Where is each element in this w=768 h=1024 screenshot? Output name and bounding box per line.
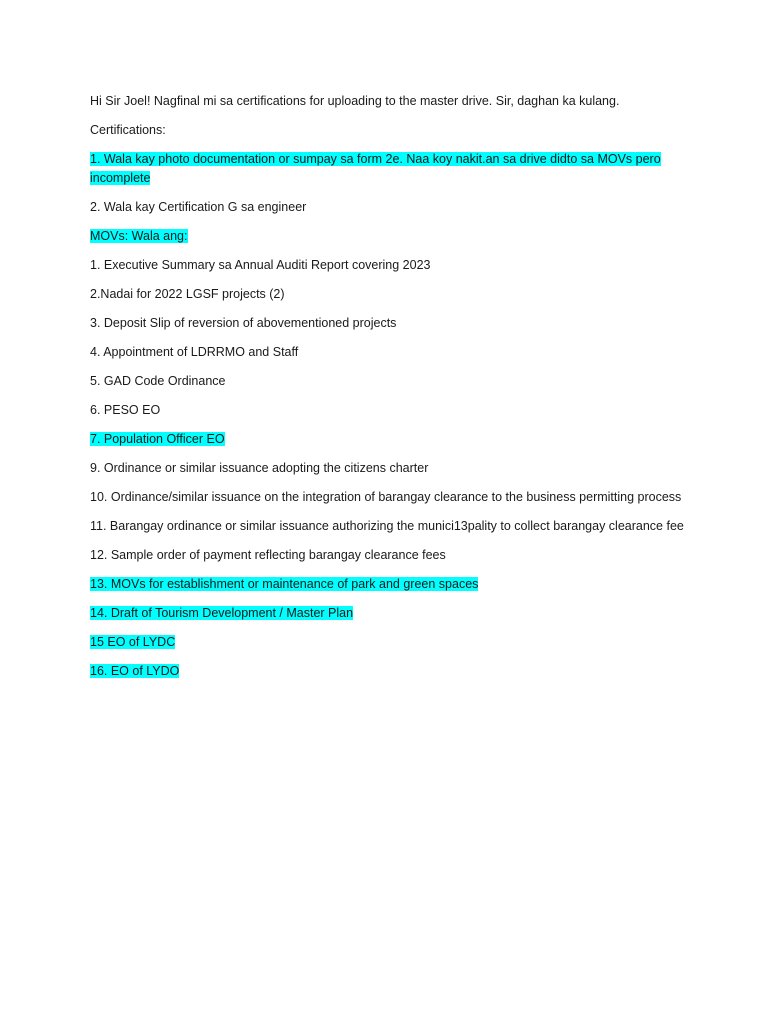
highlighted-text: MOVs: Wala ang: — [90, 228, 188, 243]
mov-item — [90, 459, 690, 478]
certification-item-2 — [90, 198, 690, 217]
document-page — [90, 92, 690, 691]
mov-item — [90, 372, 690, 391]
mov-item — [90, 256, 690, 275]
paragraph-text: 2. Wala kay Certification G sa engineer — [90, 199, 307, 214]
paragraph-text: 5. GAD Code Ordinance — [90, 373, 226, 388]
highlighted-text: 1. Wala kay photo documentation or sumpay sa form 2e. Naa koy nakit.an sa drive didto sa MOVs pero incomplete — [90, 152, 661, 185]
mov-item — [90, 285, 690, 304]
paragraph-text: Certifications: — [90, 123, 166, 137]
mov-item — [90, 546, 690, 565]
paragraph-text: Hi Sir Joel! Nagfinal mi sa certifications for uploading to the master drive. Sir, daghan ka kulang. — [90, 94, 620, 108]
highlighted-text: 16. EO of LYDO — [90, 663, 180, 678]
mov-item — [90, 401, 690, 420]
mov-item — [90, 430, 690, 449]
movs-heading — [90, 227, 690, 246]
paragraph-text: 12. Sample order of payment reflecting barangay clearance fees — [90, 547, 446, 562]
paragraph-text: 2.Nadai for 2022 LGSF projects (2) — [90, 286, 285, 301]
paragraph-text: 9. Ordinance or similar issuance adopting the citizens charter — [90, 460, 429, 475]
highlighted-text: 7. Population Officer EO — [90, 431, 225, 446]
mov-item — [90, 517, 690, 536]
mov-item — [90, 343, 690, 362]
paragraph-text: 4. Appointment of LDRRMO and Staff — [90, 344, 299, 359]
paragraph-text: 6. PESO EO — [90, 402, 161, 417]
mov-item — [90, 314, 690, 333]
mov-item — [90, 575, 690, 594]
paragraph-text: 10. Ordinance/similar issuance on the integration of barangay clearance to the business permitting process — [90, 489, 682, 504]
highlighted-text: 14. Draft of Tourism Development / Master Plan — [90, 605, 354, 620]
mov-item — [90, 488, 690, 507]
certification-item-1 — [90, 150, 690, 187]
paragraph-text: 3. Deposit Slip of reversion of abovementioned projects — [90, 315, 397, 330]
highlighted-text: 15 EO of LYDC — [90, 634, 176, 649]
highlighted-text: 13. MOVs for establishment or maintenance of park and green spaces — [90, 576, 479, 591]
certifications-heading — [90, 121, 690, 140]
mov-item — [90, 662, 690, 681]
paragraph-text: 11. Barangay ordinance or similar issuance authorizing the munici13pality to collect barangay clearance fee — [90, 518, 684, 533]
mov-item — [90, 604, 690, 623]
greeting-paragraph — [90, 92, 690, 111]
paragraph-text: 1. Executive Summary sa Annual Auditi Report covering 2023 — [90, 257, 431, 272]
mov-item — [90, 633, 690, 652]
